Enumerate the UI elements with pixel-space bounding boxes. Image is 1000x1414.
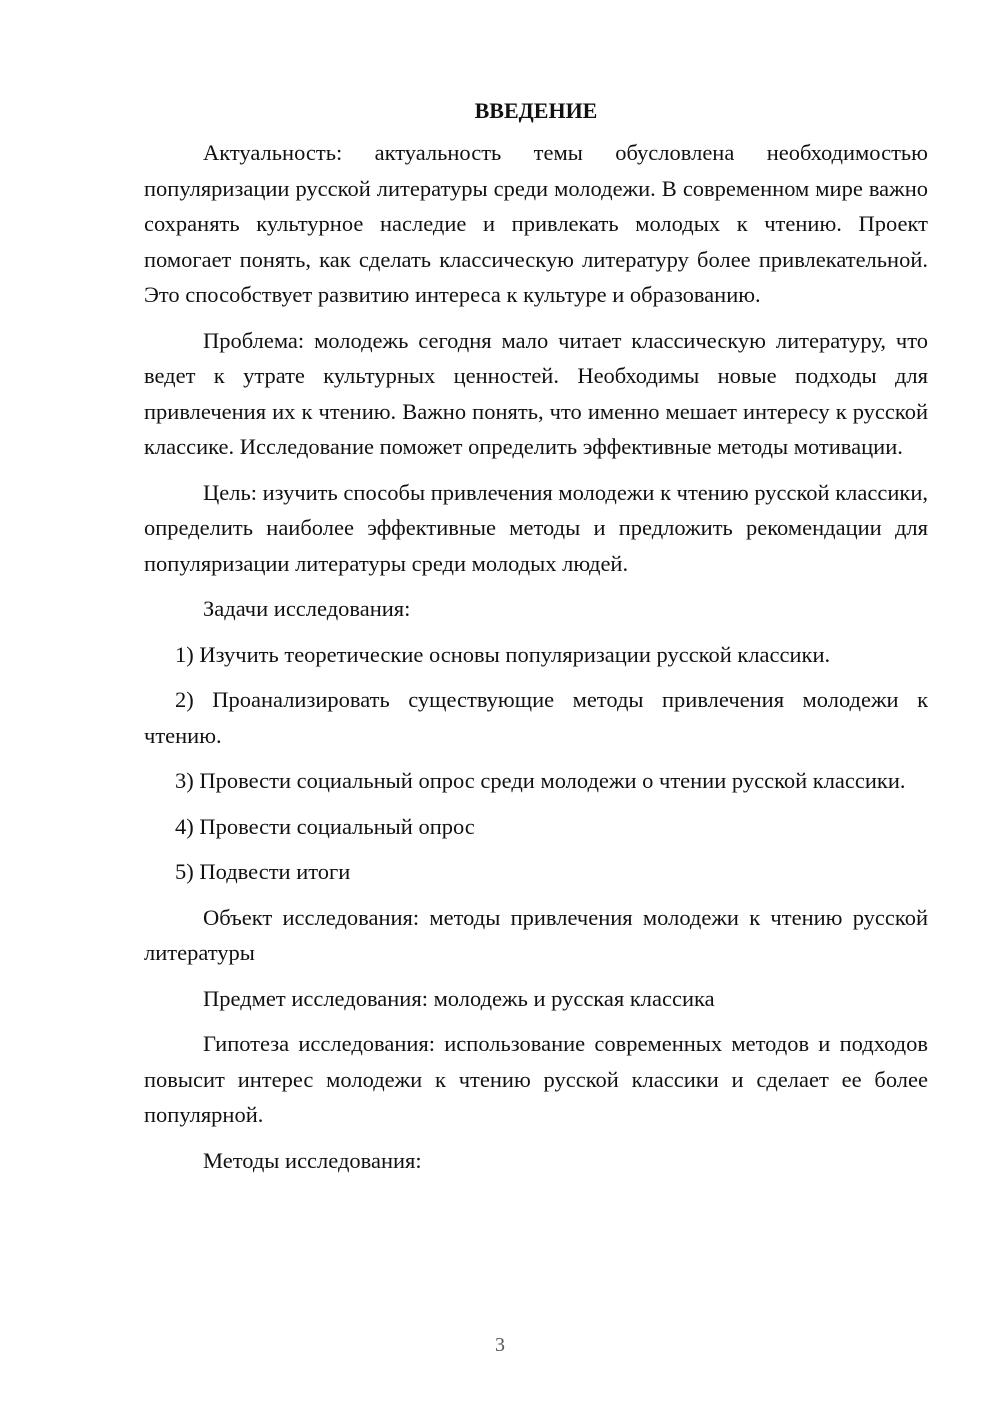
- tasks-heading: Задачи исследования:: [203, 596, 411, 621]
- task-item: 3) Провести социальный опрос среди молодежи о чтении русской классики.: [175, 768, 906, 793]
- page-content: [144, 96, 928, 1188]
- task-item: 1) Изучить теоретические основы популяризации русской классики.: [175, 641, 831, 667]
- goal-paragraph: Цель: изучить способы привлечения молодежи к чтению русской классики, определить наиболее эффективные методы и предложить рекомендации для популяризации литературы среди молодых людей.: [144, 479, 928, 576]
- relevance-paragraph: Актуальность: актуальность темы обусловлена необходимостью популяризации русской литературы среди молодежи. В современном мире важно сохранять культурное наследие и привлекать молодых к чтению. Проект помогает понять, как сделать классическую литературу более привлекательной. Это способствует развитию интереса к культуре и образованию.: [144, 140, 928, 307]
- object-paragraph: Объект исследования: методы привлечения молодежи к чтению русской литературы: [144, 904, 928, 965]
- subject-paragraph: Предмет исследования: молодежь и русская классика: [203, 985, 715, 1011]
- section-title: ВВЕДЕНИЕ: [474, 98, 598, 123]
- hypothesis-paragraph: Гипотеза исследования: использование современных методов и подходов повысит интерес молодежи к чтению русской классики и сделает ее более популярной.: [144, 1031, 928, 1127]
- task-item: 4) Провести социальный опрос: [175, 813, 475, 839]
- task-item: 2) Проанализировать существующие методы привлечения молодежи к чтению.: [144, 687, 928, 748]
- task-item: 5) Подвести итоги: [175, 859, 351, 884]
- page-number: 3: [495, 1334, 505, 1356]
- problem-paragraph: Проблема: молодежь сегодня мало читает классическую литературу, что ведет к утрате культурных ценностей. Необходимы новые подходы для привлечения их к чтению. Важно понять, что именно мешает интересу к русской классике. Исследование поможет определить эффективные методы мотивации.: [144, 327, 928, 459]
- methods-paragraph: Методы исследования:: [203, 1147, 422, 1173]
